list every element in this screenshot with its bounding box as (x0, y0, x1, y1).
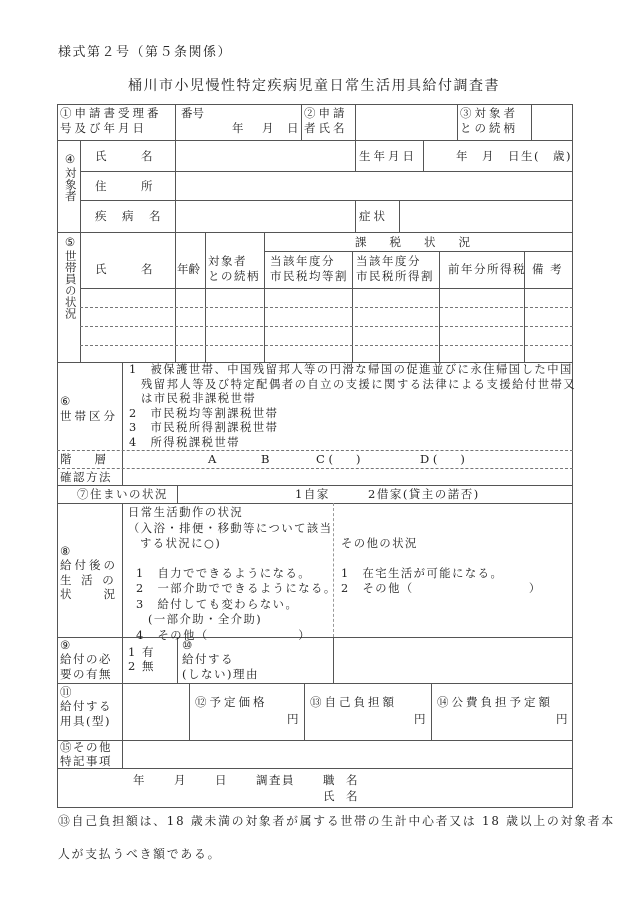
life-after-label: ⑧ 給付後の 生 活 の 状 況 (60, 544, 118, 602)
confirm-method-label: 確認方法 (60, 470, 112, 484)
address-label: 住 所 (95, 179, 153, 193)
confirm-method-field[interactable] (124, 470, 571, 484)
receipt-number-field[interactable] (181, 120, 299, 138)
receipt-date-month: 月 (262, 121, 274, 135)
necessity-label: ⑨ 給付の必 要の有無 (60, 638, 112, 681)
birth-label: 生年月日 (359, 149, 417, 163)
adl-title: 日常生活動作の状況 (128, 506, 244, 519)
remarks-field[interactable] (124, 742, 571, 767)
birth-value: 年 月 日生( 歳) (456, 149, 572, 163)
symptom-field[interactable] (401, 202, 571, 230)
tier-option-c[interactable]: C ( ) (316, 452, 361, 466)
household-col-tax3: 前年分所得税 (448, 262, 526, 276)
applicant-name-field[interactable] (357, 106, 455, 138)
investigator-title-label: 職 名 (323, 773, 358, 787)
public-pay-label: ⑭公費負担予定額 (437, 695, 553, 709)
household-col-tax1: 当該年度分 市民税均等割 (270, 254, 348, 283)
category-option-2[interactable]: 2 市民税均等割課税世帯 (129, 406, 279, 420)
adl-option-3[interactable]: 3 給付しても変わらない。 (136, 597, 299, 611)
tier-option-a[interactable]: A (208, 452, 217, 466)
necessity-option-no[interactable]: 2 無 (128, 659, 155, 674)
housing-label: ⑦住まいの状況 (77, 487, 168, 501)
investigator-name-label: 氏 名 (323, 789, 358, 803)
relation-label: ③対象者 との続柄 (460, 106, 518, 135)
tier-label: 階 層 (60, 452, 106, 466)
reason-label: ⑩ 給付する (しない)理由 (182, 638, 259, 681)
remarks-label: ⑮その他 特記事項 (60, 740, 112, 768)
housing-option-rent[interactable]: 2借家(貸主の諾否) (368, 487, 480, 501)
receipt-date-day: 日 (287, 121, 299, 135)
self-pay-label: ⑬自己負担額 (310, 695, 397, 709)
other-status-block (341, 536, 542, 597)
other-status-title: その他の状況 (341, 537, 418, 550)
necessity-options (128, 645, 155, 674)
footnote-line-1: ⑬自己負担額は、18 歳未満の対象者が属する世帯の生計中心者又は 18 歳以上の対象者本 (58, 814, 615, 828)
disease-field[interactable] (177, 202, 353, 230)
planned-price-label: ⑫予定価格 (195, 695, 268, 709)
address-field[interactable] (177, 173, 571, 199)
page-title: 桶川市小児慢性特定疾病児童日常生活用具給付調査書 (128, 78, 500, 94)
necessity-option-yes[interactable]: 1 有 (128, 645, 155, 659)
applicant-label: ②申請 者氏名 (304, 106, 348, 135)
planned-price-yen: 円 (287, 712, 299, 726)
household-col-notes: 備 考 (532, 262, 564, 276)
relation-field[interactable] (533, 106, 570, 138)
symptom-label: 症状 (359, 209, 388, 223)
tier-option-b[interactable]: B (261, 452, 270, 466)
receipt-label: ①申請書受理番 号及び年月日 (60, 106, 162, 135)
adl-block: 日常生活動作の状況 （入浴・排便・移動等について該当 する状況に○) 1 自力でできるようになる。 2 一部介助でできるようになる。 3 給付しても変わらない。 (一部介助・全介助) 4 その他（ ） (128, 506, 337, 642)
investigator-label: 調査員 (256, 773, 295, 787)
sign-year: 年 (133, 773, 145, 787)
sign-day: 日 (215, 773, 227, 787)
other-option-2[interactable]: 2 その他（ ） (341, 582, 542, 595)
household-col-name: 氏 名 (95, 262, 153, 276)
number-label: 番号 (181, 106, 204, 120)
adl-option-2[interactable]: 2 一部介助でできるようになる。 (136, 582, 337, 595)
public-pay-yen: 円 (556, 712, 568, 726)
equipment-label: ⑪ 給付する 用具(型) (60, 685, 112, 728)
category-label: ⑥ 世帯区分 (60, 394, 118, 423)
housing-option-own[interactable]: 1自家 (295, 487, 330, 501)
footnote-line-2: 人が支払うべき額である。 (58, 847, 222, 861)
tax-status-header: 課 税 状 況 (355, 235, 470, 249)
reason-field[interactable] (335, 639, 571, 682)
household-col-age: 年齢 (177, 262, 200, 276)
subject-name-label: 氏 名 (95, 149, 153, 163)
category-option-3[interactable]: 3 市民税所得割課税世帯 (129, 421, 279, 435)
subject-section-label: ④ 対象者 (63, 152, 78, 202)
household-member-rows[interactable] (81, 289, 572, 361)
tier-option-d[interactable]: D ( ) (420, 452, 465, 466)
category-option-1[interactable]: 1 被保護世帯、中国残留邦人等の円滑な帰国の促進並びに永住帰国した中国 (129, 363, 573, 376)
category-option-4[interactable]: 4 所得税課税世帯 (129, 435, 241, 449)
adl-option-1[interactable]: 1 自力でできるようになる。 (136, 566, 312, 580)
sign-month: 月 (174, 773, 186, 787)
other-option-1[interactable]: 1 在宅生活が可能になる。 (341, 566, 504, 580)
household-col-tax2: 当該年度分 市民税所得割 (356, 254, 434, 283)
adl-note: （入浴・排便・移動等について該当 (128, 521, 333, 535)
adl-option-4[interactable]: 4 その他（ ） (136, 628, 312, 642)
disease-label: 疾 病 名 (95, 209, 163, 223)
household-section-label: ⑤ 世帯員の状況 (63, 235, 78, 319)
self-pay-yen: 円 (414, 712, 426, 726)
subject-name-field[interactable] (177, 142, 353, 169)
category-options: 1 被保護世帯、中国残留邦人等の円滑な帰国の促進並びに永住帰国した中国 残留邦人等及び特定配偶者の自立の支援に関する法律による支援給付世帯又 は市民税非課税世帯 2 市民税均等割課税世帯 3 市民税所得割課税世帯 4 所得税課税世帯 (129, 363, 577, 449)
equipment-type-field[interactable] (124, 685, 188, 739)
household-col-relation: 対象者 との続柄 (208, 254, 260, 283)
receipt-date-year: 年 (232, 121, 244, 135)
form-number: 様式第２号（第５条関係） (58, 45, 233, 60)
